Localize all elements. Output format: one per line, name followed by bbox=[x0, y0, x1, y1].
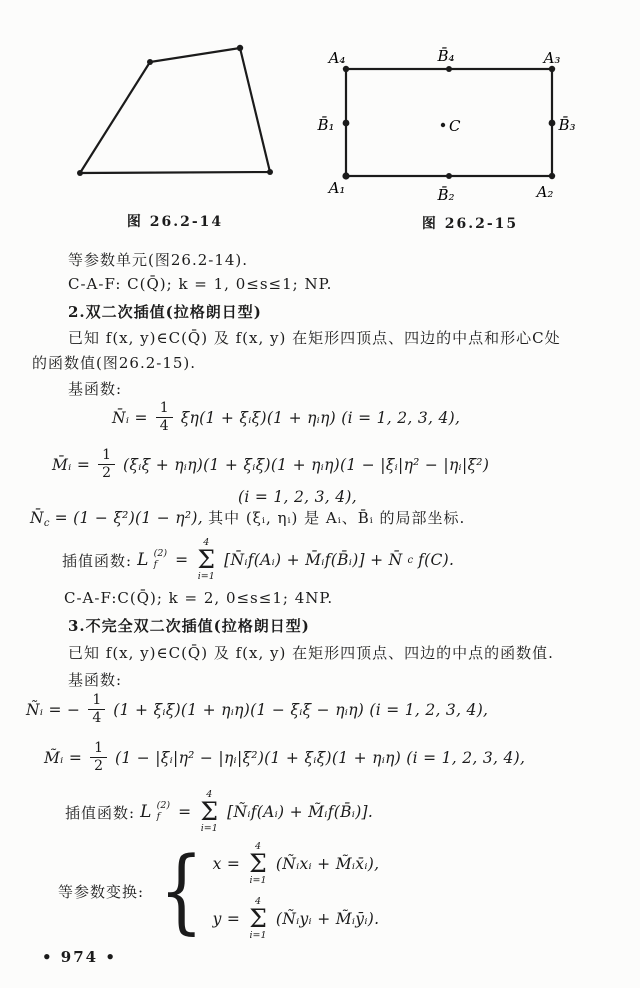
basis-functions-label-2: 基函数: bbox=[68, 671, 123, 689]
system-brace: { bbox=[159, 837, 204, 945]
label-a2: A₂ bbox=[536, 183, 554, 201]
page-number: • 974 • bbox=[42, 948, 117, 966]
interpolation-function-1 bbox=[62, 538, 454, 583]
formula-nbarc-lhs: N̄ bbox=[30, 509, 44, 527]
summation-symbol-y: 4 Σ i=1 bbox=[249, 895, 267, 941]
formula-mbar-index-range: (i = 1, 2, 3, 4), bbox=[238, 488, 357, 506]
formula-mtilde bbox=[44, 740, 525, 776]
label-a4: A₄ bbox=[328, 49, 346, 67]
known-line-1a: 已知 f(x, y)∈C(Q̄) 及 f(x, y) 在矩形四顶点、四边的中点和形心C处 bbox=[68, 329, 561, 347]
vertex-dot bbox=[147, 59, 153, 65]
label-a3: A₃ bbox=[543, 49, 561, 67]
formula-mbar-rhs: (ξᵢξ + ηᵢη)(1 + ξᵢξ)(1 + ηᵢη)(1 − |ξᵢ|η² − |ηᵢ|ξ²) bbox=[123, 455, 490, 474]
interp-1-tail: f(C). bbox=[418, 551, 455, 570]
midpoint-dot-b2 bbox=[446, 173, 452, 179]
formula-mtilde-rhs: (1 − |ξᵢ|η² − |ηᵢ|ξ²)(1 + ξᵢξ)(1 + ηᵢη) (i = 1, 2, 3, 4), bbox=[115, 748, 526, 767]
label-a1: A₁ bbox=[328, 179, 346, 197]
figure-26-2-14-caption: 图 26.2-14 bbox=[126, 214, 224, 230]
interpolation-function-2 bbox=[65, 790, 373, 835]
figure-26-2-14 bbox=[35, 35, 315, 199]
fraction-one-half-2: $\frac{1}{2}$ bbox=[90, 740, 107, 776]
summation-symbol-2: 4 Σ i=1 bbox=[200, 789, 219, 835]
midpoint-dot-b3 bbox=[549, 120, 556, 127]
known-line-1b: 的函数值(图26.2-15). bbox=[32, 354, 197, 372]
vertex-dot bbox=[77, 170, 83, 176]
formula-ntilde-lhs: Ñᵢ = − bbox=[26, 700, 81, 719]
known-line-2: 已知 f(x, y)∈C(Q̄) 及 f(x, y) 在矩形四顶点、四边的中点的函数值. bbox=[68, 644, 554, 662]
L-supsub-2: (2) f bbox=[156, 800, 171, 823]
corner-dot-a2 bbox=[549, 173, 555, 179]
L-symbol: L bbox=[137, 550, 149, 571]
eq-y-lhs: y = bbox=[212, 909, 241, 928]
label-b3: B̄₃ bbox=[558, 116, 576, 134]
midpoint-dot-b4 bbox=[446, 66, 452, 72]
summation-symbol: 4 Σ i=1 bbox=[197, 537, 216, 583]
figure-26-2-15-caption: 图 26.2-15 bbox=[421, 216, 519, 232]
equation-y bbox=[213, 897, 380, 942]
fraction-one-fourth: $\frac{1}{4}$ bbox=[156, 400, 173, 436]
interp-label-1: 插值函数: bbox=[62, 551, 133, 570]
figure-26-2-15 bbox=[315, 35, 625, 214]
basis-functions-label-1: 基函数: bbox=[68, 380, 123, 398]
formula-nbar-lhs: N̄ᵢ = bbox=[112, 408, 148, 427]
quadrilateral-outline bbox=[80, 48, 270, 173]
caf-line-2: C-A-F:C(Q̄); k = 2, 0≤s≤1; 4NP. bbox=[64, 589, 334, 607]
formula-nbarc-note: 其中 (ξᵢ, ηᵢ) 是 Aᵢ、B̄ᵢ 的局部坐标. bbox=[208, 509, 466, 527]
transform-label: 等参数变换: bbox=[58, 883, 145, 902]
formula-ntilde bbox=[26, 692, 488, 728]
fraction-one-fourth-2: $\frac{1}{4}$ bbox=[88, 692, 105, 728]
formula-nbar-c bbox=[30, 507, 465, 529]
label-b2: B̄₂ bbox=[437, 186, 455, 204]
interp-2-terms: [Ñᵢf(Aᵢ) + M̃ᵢf(B̄ᵢ)]. bbox=[227, 803, 374, 822]
label-c: C bbox=[449, 117, 461, 135]
vertex-dot bbox=[267, 169, 273, 175]
formula-nbarc-mid: = (1 − ξ²)(1 − η²), bbox=[54, 509, 203, 527]
centroid-dot bbox=[441, 123, 445, 127]
L-supsub: (2) f bbox=[153, 548, 168, 571]
caf-line-1: C-A-F: C(Q̄); k = 1, 0≤s≤1; NP. bbox=[68, 275, 333, 293]
label-b4: B̄₄ bbox=[437, 47, 455, 65]
formula-ntilde-rhs: (1 + ξᵢξ)(1 + ηᵢη)(1 − ξᵢξ − ηᵢη) (i = 1, 2, 3, 4), bbox=[113, 700, 489, 719]
interp-label-2: 插值函数: bbox=[65, 803, 136, 822]
midpoint-dot-b1 bbox=[343, 120, 350, 127]
system-equations bbox=[213, 842, 380, 941]
equals-sign: = bbox=[175, 551, 189, 570]
section-heading-2: 2.双二次插值(拉格朗日型) bbox=[68, 303, 262, 321]
L-symbol-2: L bbox=[140, 802, 152, 823]
formula-nbarc-subscript: c bbox=[43, 518, 50, 529]
equation-x bbox=[213, 842, 380, 887]
eq-x-rhs: (Ñᵢxᵢ + M̃ᵢx̄ᵢ), bbox=[275, 855, 380, 874]
formula-mtilde-lhs: M̃ᵢ = bbox=[44, 748, 83, 767]
isoparametric-transform bbox=[58, 837, 380, 945]
formula-nbar-rhs: ξη(1 + ξᵢξ)(1 + ηᵢη) (i = 1, 2, 3, 4), bbox=[180, 408, 461, 427]
quadrilateral-diagram bbox=[35, 35, 315, 195]
eq-x-lhs: x = bbox=[212, 855, 241, 874]
equals-sign-2: = bbox=[178, 803, 192, 822]
section-heading-3: 3.不完全双二次插值(拉格朗日型) bbox=[68, 617, 310, 635]
rectangle-diagram bbox=[315, 35, 625, 210]
eq-y-rhs: (Ñᵢyᵢ + M̃ᵢȳᵢ). bbox=[275, 909, 380, 928]
formula-mbar-lhs: M̄ᵢ = bbox=[52, 455, 91, 474]
interp-1-sub-c: c bbox=[407, 554, 414, 566]
fraction-one-half: $\frac{1}{2}$ bbox=[98, 447, 115, 483]
vertex-dot bbox=[237, 45, 243, 51]
formula-nbar bbox=[112, 400, 460, 436]
interp-1-terms: [N̄ᵢf(Aᵢ) + M̄ᵢf(B̄ᵢ)] + N̄ bbox=[224, 551, 403, 570]
label-b1: B̄₁ bbox=[317, 116, 335, 134]
isoparametric-unit-line: 等参数单元(图26.2-14). bbox=[68, 251, 249, 269]
summation-symbol-x: 4 Σ i=1 bbox=[249, 841, 267, 887]
formula-mbar bbox=[52, 447, 489, 483]
